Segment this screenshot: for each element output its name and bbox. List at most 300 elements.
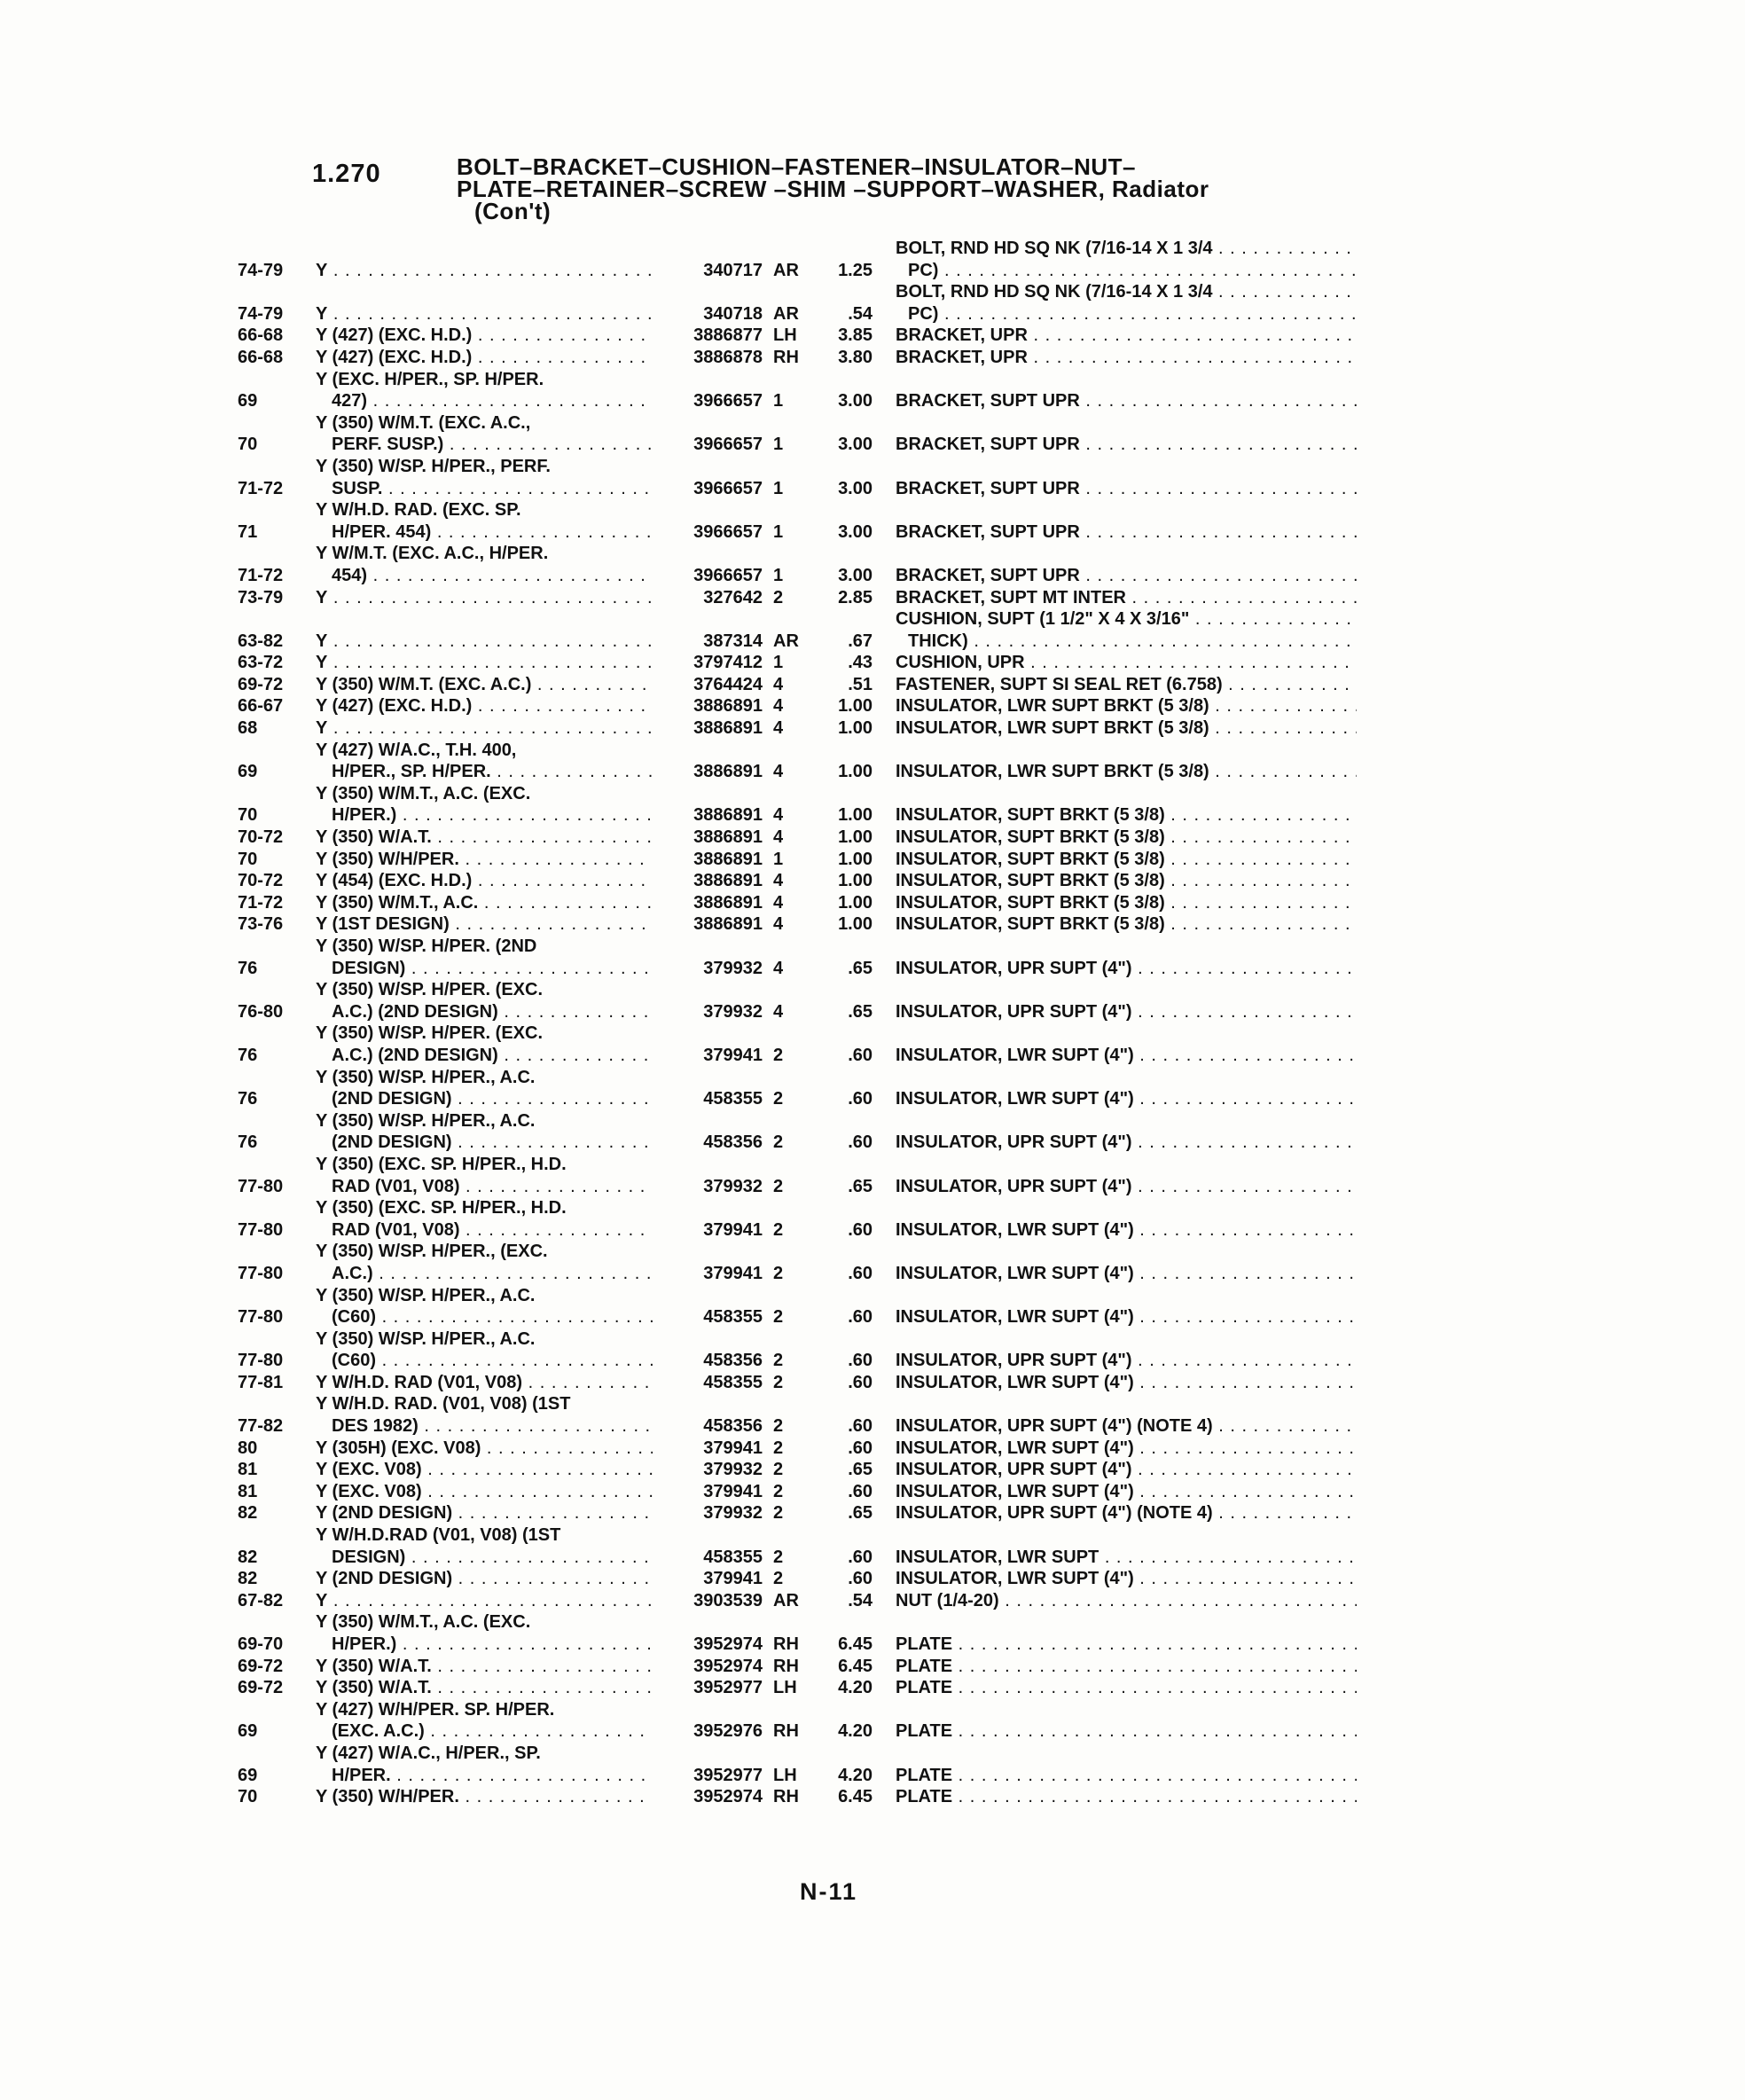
application bbox=[316, 740, 653, 783]
price: .51 bbox=[848, 674, 872, 694]
description-line: INSULATOR, UPR SUPT (4") (NOTE 4) . . . bbox=[896, 1502, 1357, 1524]
part-number: 379941 bbox=[703, 1481, 763, 1501]
description-line: BRACKET, SUPT UPR . . . bbox=[896, 521, 1357, 544]
description-line: FASTENER, SUPT SI SEAL RET (6.758) . . . bbox=[896, 674, 1357, 696]
quantity: 2 bbox=[773, 1547, 784, 1567]
price: 4.20 bbox=[838, 1765, 872, 1785]
parts-row bbox=[238, 1568, 1390, 1590]
application bbox=[316, 412, 653, 456]
description bbox=[896, 478, 1357, 500]
application-line: Y (350) W/M.T., A.C. . . . bbox=[316, 892, 653, 914]
price: 3.00 bbox=[838, 521, 872, 542]
application-line: Y (2ND DESIGN) . . . bbox=[316, 1568, 653, 1590]
description-line: THICK) . . . bbox=[896, 631, 1357, 653]
quantity: 4 bbox=[773, 958, 784, 978]
application bbox=[316, 499, 653, 543]
year-range: 76 bbox=[238, 1132, 258, 1153]
year-range: 69 bbox=[238, 391, 258, 411]
parts-row bbox=[238, 979, 1390, 1023]
description bbox=[896, 1372, 1357, 1394]
parts-row bbox=[238, 369, 1390, 412]
quantity: 1 bbox=[773, 478, 784, 498]
application bbox=[316, 303, 653, 325]
price: 1.00 bbox=[838, 696, 872, 717]
price: 6.45 bbox=[838, 1656, 872, 1676]
year-range: 69 bbox=[238, 762, 258, 782]
description bbox=[896, 1045, 1357, 1067]
year-range: 63-82 bbox=[238, 631, 284, 651]
part-number: 379932 bbox=[703, 1176, 763, 1196]
description bbox=[896, 565, 1357, 587]
application bbox=[316, 1590, 653, 1612]
parts-row bbox=[238, 1328, 1390, 1372]
description-line: BRACKET, SUPT UPR . . . bbox=[896, 565, 1357, 587]
year-range: 70-72 bbox=[238, 827, 284, 848]
year-range: 66-67 bbox=[238, 696, 284, 717]
description bbox=[896, 347, 1357, 369]
description-line: INSULATOR, LWR SUPT (4") . . . bbox=[896, 1372, 1357, 1394]
price: 1.00 bbox=[838, 718, 872, 739]
quantity: 2 bbox=[773, 1569, 784, 1589]
price: .65 bbox=[848, 1503, 872, 1524]
application-line: Y W/H.D. RAD (V01, V08) . . . bbox=[316, 1372, 653, 1394]
application-line: Y (427) W/A.C., T.H. 400, bbox=[316, 740, 517, 760]
description-line: INSULATOR, UPR SUPT (4") . . . bbox=[896, 1459, 1357, 1481]
application bbox=[316, 1502, 653, 1524]
quantity: RH bbox=[773, 347, 799, 367]
description-line: BRACKET, UPR . . . bbox=[896, 325, 1357, 347]
description-line: INSULATOR, SUPT BRKT (5 3/8) . . . bbox=[896, 804, 1357, 827]
application-line: Y (427) W/A.C., H/PER., SP. bbox=[316, 1743, 541, 1763]
description bbox=[896, 892, 1357, 914]
part-number: 327642 bbox=[703, 587, 763, 607]
parts-row bbox=[238, 1743, 1390, 1786]
price: 4.20 bbox=[838, 1721, 872, 1742]
application-line: Y (350) W/A.T. . . . bbox=[316, 1677, 653, 1699]
part-number: 379932 bbox=[703, 1503, 763, 1524]
year-range: 68 bbox=[238, 718, 258, 739]
parts-row bbox=[238, 913, 1390, 936]
year-range: 69-72 bbox=[238, 1678, 284, 1698]
description bbox=[896, 827, 1357, 849]
part-number: 458356 bbox=[703, 1416, 763, 1437]
parts-row bbox=[238, 1611, 1390, 1655]
description bbox=[896, 434, 1357, 456]
price: 6.45 bbox=[838, 1634, 872, 1654]
price: 3.00 bbox=[838, 478, 872, 498]
description-line: BRACKET, SUPT MT INTER . . . bbox=[896, 587, 1357, 609]
price: 1.00 bbox=[838, 849, 872, 869]
parts-row bbox=[238, 608, 1390, 652]
application bbox=[316, 1154, 653, 1197]
application-line: H/PER.) . . . bbox=[316, 804, 653, 827]
description bbox=[896, 587, 1357, 609]
application bbox=[316, 1197, 653, 1241]
parts-row bbox=[238, 1590, 1390, 1612]
price: .60 bbox=[848, 1372, 872, 1392]
description-line: BOLT, RND HD SQ NK (7/16-14 X 1 3/4 . . . bbox=[896, 281, 1357, 303]
part-number: 3886891 bbox=[693, 849, 763, 869]
description bbox=[896, 804, 1357, 827]
application-line: Y . . . bbox=[316, 587, 653, 609]
price: 4.20 bbox=[838, 1678, 872, 1698]
quantity: 2 bbox=[773, 1438, 784, 1458]
part-number: 458356 bbox=[703, 1351, 763, 1371]
part-number: 379932 bbox=[703, 958, 763, 978]
year-range: 77-80 bbox=[238, 1219, 284, 1240]
application bbox=[316, 1524, 653, 1568]
part-number: 3952974 bbox=[693, 1787, 763, 1807]
part-number: 3886891 bbox=[693, 718, 763, 739]
quantity: 4 bbox=[773, 827, 784, 848]
parts-table bbox=[238, 238, 1390, 1808]
part-number: 340717 bbox=[703, 260, 763, 280]
quantity: 2 bbox=[773, 1132, 784, 1153]
application-line: Y (350) W/SP. H/PER., A.C. bbox=[316, 1285, 536, 1305]
description bbox=[896, 521, 1357, 544]
quantity: 4 bbox=[773, 762, 784, 782]
part-number: 3886891 bbox=[693, 914, 763, 935]
quantity: 1 bbox=[773, 653, 784, 673]
year-range: 69-72 bbox=[238, 1656, 284, 1676]
application bbox=[316, 1611, 653, 1655]
part-number: 3886878 bbox=[693, 347, 763, 367]
application bbox=[316, 979, 653, 1023]
application-line: (2ND DESIGN) . . . bbox=[316, 1132, 653, 1154]
application-line: Y . . . bbox=[316, 1590, 653, 1612]
parts-row bbox=[238, 1524, 1390, 1568]
application bbox=[316, 1328, 653, 1372]
description-line: BRACKET, SUPT UPR . . . bbox=[896, 478, 1357, 500]
quantity: 1 bbox=[773, 849, 784, 869]
quantity: 4 bbox=[773, 718, 784, 739]
application bbox=[316, 1023, 653, 1066]
description-line: BRACKET, SUPT UPR . . . bbox=[896, 434, 1357, 456]
description bbox=[896, 1350, 1357, 1372]
part-number: 3952974 bbox=[693, 1656, 763, 1676]
year-range: 77-80 bbox=[238, 1263, 284, 1283]
application-line: H/PER.) . . . bbox=[316, 1634, 653, 1656]
parts-row bbox=[238, 238, 1390, 281]
part-number: 387314 bbox=[703, 631, 763, 651]
price: .60 bbox=[848, 1307, 872, 1328]
parts-row bbox=[238, 1067, 1390, 1110]
price: 3.00 bbox=[838, 391, 872, 411]
price: .60 bbox=[848, 1438, 872, 1458]
quantity: 2 bbox=[773, 1351, 784, 1371]
quantity: AR bbox=[773, 631, 799, 651]
description-line: INSULATOR, UPR SUPT (4") . . . bbox=[896, 1176, 1357, 1198]
description bbox=[896, 1720, 1357, 1743]
quantity: LH bbox=[773, 325, 797, 346]
application-line: Y (350) W/SP. H/PER. (2ND bbox=[316, 936, 537, 956]
application-line: SUSP. . . . bbox=[316, 478, 653, 500]
price: .60 bbox=[848, 1132, 872, 1153]
application-line: Y . . . bbox=[316, 303, 653, 325]
parts-row bbox=[238, 652, 1390, 674]
application bbox=[316, 1372, 653, 1394]
application-line: Y (350) W/H/PER. . . . bbox=[316, 849, 653, 871]
description-line: PLATE . . . bbox=[896, 1634, 1357, 1656]
part-number: 379941 bbox=[703, 1438, 763, 1458]
description bbox=[896, 1656, 1357, 1678]
year-range: 69-72 bbox=[238, 674, 284, 694]
description bbox=[896, 870, 1357, 892]
parts-row bbox=[238, 1154, 1390, 1197]
application-line: 454) . . . bbox=[316, 565, 653, 587]
title-line-2: PLATE–RETAINER–SCREW –SHIM –SUPPORT–WASHER, Radiator bbox=[457, 176, 1209, 202]
application-line: RAD (V01, V08) . . . bbox=[316, 1176, 653, 1198]
application bbox=[316, 1285, 653, 1328]
price: .54 bbox=[848, 303, 872, 324]
application bbox=[316, 369, 653, 412]
parts-row bbox=[238, 892, 1390, 914]
part-number: 3952977 bbox=[693, 1678, 763, 1698]
application-line: (2ND DESIGN) . . . bbox=[316, 1088, 653, 1110]
part-number: 3764424 bbox=[693, 674, 763, 694]
application-line: Y (350) W/M.T., A.C. (EXC. bbox=[316, 1612, 531, 1633]
parts-row bbox=[238, 1677, 1390, 1699]
quantity: RH bbox=[773, 1787, 799, 1807]
year-range: 69-70 bbox=[238, 1634, 284, 1654]
description-line: INSULATOR, UPR SUPT (4") (NOTE 4) . . . bbox=[896, 1415, 1357, 1438]
application bbox=[316, 913, 653, 936]
application bbox=[316, 695, 653, 717]
application bbox=[316, 1067, 653, 1110]
description bbox=[896, 958, 1357, 980]
application bbox=[316, 783, 653, 827]
description bbox=[896, 1547, 1357, 1569]
application-line: H/PER., SP. H/PER. . . . bbox=[316, 761, 653, 783]
description-line: INSULATOR, SUPT BRKT (5 3/8) . . . bbox=[896, 849, 1357, 871]
application bbox=[316, 1110, 653, 1154]
description bbox=[896, 761, 1357, 783]
application bbox=[316, 543, 653, 586]
part-number: 3886877 bbox=[693, 325, 763, 346]
part-number: 3886891 bbox=[693, 871, 763, 891]
description-line: INSULATOR, LWR SUPT (4") . . . bbox=[896, 1481, 1357, 1503]
part-number: 3952977 bbox=[693, 1765, 763, 1785]
application-line: A.C.) (2ND DESIGN) . . . bbox=[316, 1045, 653, 1067]
description bbox=[896, 1001, 1357, 1023]
parts-row bbox=[238, 936, 1390, 979]
quantity: LH bbox=[773, 1678, 797, 1698]
application-line: Y (350) W/SP. H/PER., A.C. bbox=[316, 1328, 536, 1349]
quantity: AR bbox=[773, 1590, 799, 1610]
description-line: NUT (1/4-20) . . . bbox=[896, 1590, 1357, 1612]
quantity: 2 bbox=[773, 1263, 784, 1283]
part-number: 458355 bbox=[703, 1547, 763, 1567]
application bbox=[316, 936, 653, 979]
price: .60 bbox=[848, 1089, 872, 1109]
application-line: H/PER. 454) . . . bbox=[316, 521, 653, 544]
description-line: BOLT, RND HD SQ NK (7/16-14 X 1 3/4 . . . bbox=[896, 238, 1357, 260]
application-line: Y W/H.D. RAD. (EXC. SP. bbox=[316, 500, 521, 521]
description bbox=[896, 717, 1357, 740]
price: 3.00 bbox=[838, 435, 872, 455]
part-number: 3952976 bbox=[693, 1721, 763, 1742]
description-line: INSULATOR, SUPT BRKT (5 3/8) . . . bbox=[896, 870, 1357, 892]
quantity: 1 bbox=[773, 521, 784, 542]
year-range: 77-80 bbox=[238, 1176, 284, 1196]
application-line: Y (350) (EXC. SP. H/PER., H.D. bbox=[316, 1198, 567, 1218]
quantity: 2 bbox=[773, 1481, 784, 1501]
application-line: DESIGN) . . . bbox=[316, 1547, 653, 1569]
quantity: 1 bbox=[773, 391, 784, 411]
application bbox=[316, 892, 653, 914]
application-line: 427) . . . bbox=[316, 390, 653, 412]
application-line: Y W/H.D.RAD (V01, V08) (1ST bbox=[316, 1525, 561, 1546]
application bbox=[316, 1743, 653, 1786]
year-range: 70 bbox=[238, 849, 258, 869]
parts-row bbox=[238, 1699, 1390, 1743]
application-line: Y W/H.D. RAD. (V01, V08) (1ST bbox=[316, 1394, 571, 1414]
application-line: Y (427) W/H/PER. SP. H/PER. bbox=[316, 1699, 555, 1720]
description bbox=[896, 1088, 1357, 1110]
description-line: PC) . . . bbox=[896, 303, 1357, 325]
application-line: Y (EXC. V08) . . . bbox=[316, 1459, 653, 1481]
quantity: 4 bbox=[773, 871, 784, 891]
year-range: 70-72 bbox=[238, 871, 284, 891]
price: 1.00 bbox=[838, 805, 872, 826]
year-range: 73-79 bbox=[238, 587, 284, 607]
description-line: BRACKET, UPR . . . bbox=[896, 347, 1357, 369]
application-line: Y (350) W/A.T. . . . bbox=[316, 827, 653, 849]
description bbox=[896, 695, 1357, 717]
price: 1.00 bbox=[838, 914, 872, 935]
year-range: 81 bbox=[238, 1481, 258, 1501]
part-number: 3966657 bbox=[693, 565, 763, 585]
application bbox=[316, 849, 653, 871]
description-line: PLATE . . . bbox=[896, 1656, 1357, 1678]
application bbox=[316, 1481, 653, 1503]
year-range: 77-82 bbox=[238, 1416, 284, 1437]
application-line: Y (427) (EXC. H.D.) . . . bbox=[316, 695, 653, 717]
application bbox=[316, 1459, 653, 1481]
price: .54 bbox=[848, 1590, 872, 1610]
parts-row bbox=[238, 870, 1390, 892]
year-range: 70 bbox=[238, 1787, 258, 1807]
year-range: 76 bbox=[238, 1045, 258, 1065]
application bbox=[316, 1438, 653, 1460]
parts-row bbox=[238, 1197, 1390, 1241]
description-line: PLATE . . . bbox=[896, 1786, 1357, 1808]
parts-row bbox=[238, 499, 1390, 543]
price: .67 bbox=[848, 631, 872, 651]
quantity: 2 bbox=[773, 1176, 784, 1196]
part-number: 3886891 bbox=[693, 892, 763, 913]
year-range: 82 bbox=[238, 1569, 258, 1589]
part-number: 379941 bbox=[703, 1219, 763, 1240]
year-range: 80 bbox=[238, 1438, 258, 1458]
quantity: 2 bbox=[773, 1219, 784, 1240]
price: .65 bbox=[848, 1001, 872, 1022]
application-line: DESIGN) . . . bbox=[316, 958, 653, 980]
part-number: 458355 bbox=[703, 1089, 763, 1109]
parts-row bbox=[238, 1110, 1390, 1154]
title-line-3: (Con't) bbox=[474, 198, 552, 224]
description-line: INSULATOR, LWR SUPT (4") . . . bbox=[896, 1045, 1357, 1067]
price: .60 bbox=[848, 1481, 872, 1501]
description-line: INSULATOR, LWR SUPT (4") . . . bbox=[896, 1438, 1357, 1460]
application-line: H/PER. . . . bbox=[316, 1765, 653, 1787]
quantity: LH bbox=[773, 1765, 797, 1785]
application bbox=[316, 631, 653, 653]
year-range: 69 bbox=[238, 1765, 258, 1785]
application-line: A.C.) . . . bbox=[316, 1263, 653, 1285]
year-range: 82 bbox=[238, 1547, 258, 1567]
year-range: 69 bbox=[238, 1721, 258, 1742]
application-line: Y (EXC. H/PER., SP. H/PER. bbox=[316, 369, 544, 389]
description-line: INSULATOR, LWR SUPT (4") . . . bbox=[896, 1306, 1357, 1328]
application bbox=[316, 260, 653, 282]
price: .60 bbox=[848, 1263, 872, 1283]
quantity: 2 bbox=[773, 587, 784, 607]
year-range: 70 bbox=[238, 435, 258, 455]
description bbox=[896, 1132, 1357, 1154]
parts-row bbox=[238, 1241, 1390, 1284]
application-line: Y (350) W/H/PER. . . . bbox=[316, 1786, 653, 1808]
part-number: 3903539 bbox=[693, 1590, 763, 1610]
description-line: PC) . . . bbox=[896, 260, 1357, 282]
parts-row bbox=[238, 1459, 1390, 1481]
description-line: INSULATOR, UPR SUPT (4") . . . bbox=[896, 1001, 1357, 1023]
page-number: N-11 bbox=[800, 1878, 858, 1905]
price: .65 bbox=[848, 1460, 872, 1480]
year-range: 76 bbox=[238, 958, 258, 978]
application-line: (EXC. A.C.) . . . bbox=[316, 1720, 653, 1743]
description bbox=[896, 849, 1357, 871]
application-line: Y (350) W/SP. H/PER. (EXC. bbox=[316, 980, 544, 1000]
parts-row bbox=[238, 1786, 1390, 1808]
application bbox=[316, 325, 653, 347]
parts-row bbox=[238, 543, 1390, 586]
description bbox=[896, 325, 1357, 347]
year-range: 71 bbox=[238, 521, 258, 542]
quantity: 2 bbox=[773, 1089, 784, 1109]
part-number: 379932 bbox=[703, 1001, 763, 1022]
application-line: (C60) . . . bbox=[316, 1306, 653, 1328]
year-range: 70 bbox=[238, 805, 258, 826]
parts-row bbox=[238, 1372, 1390, 1394]
year-range: 74-79 bbox=[238, 260, 284, 280]
part-number: 3952974 bbox=[693, 1634, 763, 1654]
description-line: INSULATOR, LWR SUPT BRKT (5 3/8) . . . bbox=[896, 695, 1357, 717]
application-line: Y . . . bbox=[316, 260, 653, 282]
quantity: RH bbox=[773, 1721, 799, 1742]
description-line: PLATE . . . bbox=[896, 1765, 1357, 1787]
year-range: 73-76 bbox=[238, 914, 284, 935]
parts-row bbox=[238, 325, 1390, 347]
description-line: CUSHION, UPR . . . bbox=[896, 652, 1357, 674]
application-line: Y (2ND DESIGN) . . . bbox=[316, 1502, 653, 1524]
application-line: Y (454) (EXC. H.D.) . . . bbox=[316, 870, 653, 892]
part-number: 3966657 bbox=[693, 391, 763, 411]
parts-row bbox=[238, 783, 1390, 827]
application bbox=[316, 652, 653, 674]
application-line: Y (1ST DESIGN) . . . bbox=[316, 913, 653, 936]
year-range: 76-80 bbox=[238, 1001, 284, 1022]
quantity: AR bbox=[773, 260, 799, 280]
parts-row bbox=[238, 695, 1390, 717]
price: .43 bbox=[848, 653, 872, 673]
parts-row bbox=[238, 1393, 1390, 1437]
description bbox=[896, 281, 1357, 325]
application bbox=[316, 587, 653, 609]
description-line: INSULATOR, LWR SUPT (4") . . . bbox=[896, 1219, 1357, 1242]
parts-row bbox=[238, 1481, 1390, 1503]
application-line: Y (350) (EXC. SP. H/PER., H.D. bbox=[316, 1154, 567, 1174]
